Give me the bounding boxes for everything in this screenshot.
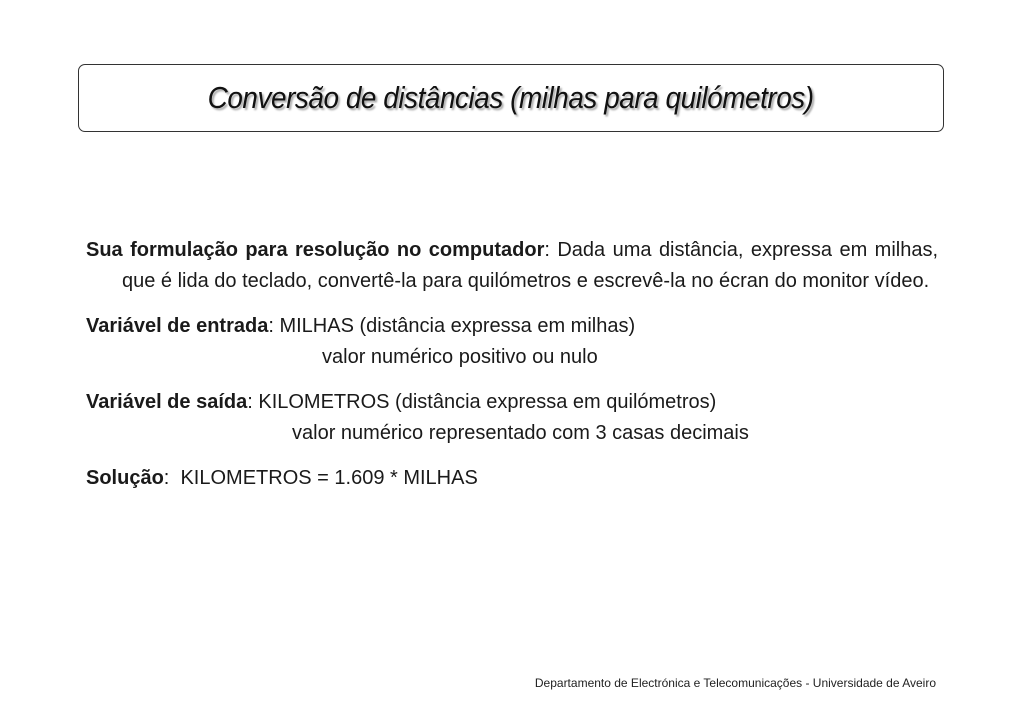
formulation-text: Dada uma distância, expressa em milhas, que é lida do teclado, convertê-la para quilómetros e escrevê-la no écran do monitor vídeo. xyxy=(122,239,939,292)
output-variable-block xyxy=(86,387,938,449)
formulation-paragraph xyxy=(86,235,938,297)
input-variable-block xyxy=(86,311,938,373)
footer-text: Departamento de Electrónica e Telecomunicações - Universidade de Aveiro xyxy=(534,676,936,690)
input-variable-separator: : xyxy=(268,315,280,337)
solution-formula: KILOMETROS = 1.609 * MILHAS xyxy=(180,467,478,489)
title-box xyxy=(78,64,944,132)
output-variable-label: Variável de saída xyxy=(86,391,248,413)
slide-title: Conversão de distâncias (milhas para quilómetros) xyxy=(207,80,814,115)
input-variable-line xyxy=(86,311,938,342)
formulation-separator: : xyxy=(544,239,558,261)
input-variable-label: Variável de entrada xyxy=(86,315,269,337)
output-variable-line xyxy=(86,387,938,418)
solution-separator: : xyxy=(163,467,181,489)
solution-line xyxy=(86,463,938,494)
output-variable-separator: : xyxy=(247,391,259,413)
formulation-label: Sua formulação para resolução no computador xyxy=(86,239,545,261)
input-variable-constraint: valor numérico positivo ou nulo xyxy=(322,346,598,368)
output-variable-constraint: valor numérico representado com 3 casas decimais xyxy=(292,422,749,444)
input-variable-description: MILHAS (distância expressa em milhas) xyxy=(279,315,636,337)
slide-content xyxy=(86,235,938,494)
solution-label: Solução xyxy=(86,467,164,489)
output-variable-description: KILOMETROS (distância expressa em quilómetros) xyxy=(258,391,717,413)
